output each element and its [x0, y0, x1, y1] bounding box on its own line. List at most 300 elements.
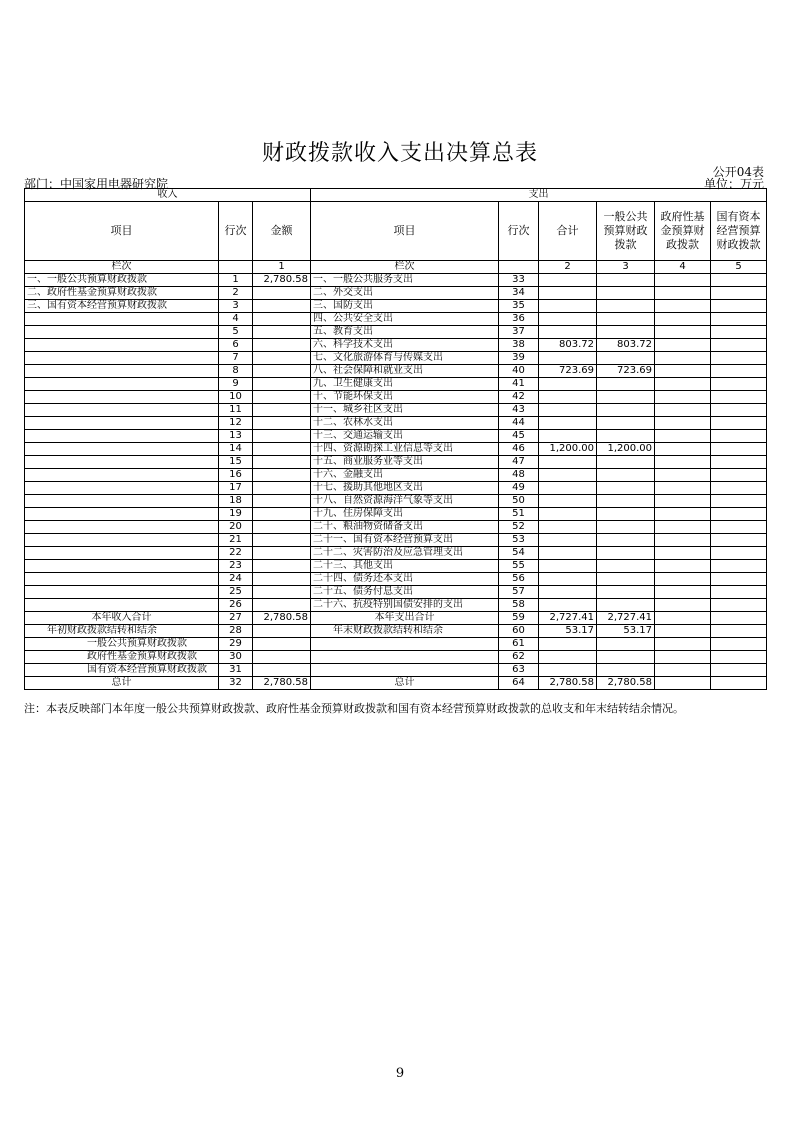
table-row	[25, 417, 767, 430]
total-amount	[539, 482, 597, 495]
income-amount	[253, 651, 311, 664]
table-row	[25, 547, 767, 560]
gov-fund-amount	[655, 625, 711, 638]
income-row-no: 12	[219, 417, 253, 430]
income-item	[25, 560, 219, 573]
expense-item: 十八、自然资源海洋气象等支出	[311, 495, 499, 508]
income-amount	[253, 391, 311, 404]
table-row	[25, 560, 767, 573]
gov-fund-amount	[655, 456, 711, 469]
form-number: 公开04表	[712, 165, 764, 179]
col-item: 项目	[25, 202, 219, 261]
general-budget-amount	[597, 586, 655, 599]
income-row-no: 4	[219, 313, 253, 326]
general-budget-amount: 803.72	[597, 339, 655, 352]
income-amount: 2,780.58	[253, 612, 311, 625]
income-amount	[253, 599, 311, 612]
state-capital-amount	[711, 456, 767, 469]
income-row-no: 10	[219, 391, 253, 404]
state-capital-amount	[711, 404, 767, 417]
total-amount	[539, 599, 597, 612]
gov-fund-amount	[655, 300, 711, 313]
expense-item: 二十一、国有资本经营预算支出	[311, 534, 499, 547]
total-amount	[539, 495, 597, 508]
income-item	[25, 456, 219, 469]
expense-item: 四、公共安全支出	[311, 313, 499, 326]
income-row-no: 8	[219, 365, 253, 378]
income-row-no: 9	[219, 378, 253, 391]
col-row-no: 行次	[219, 202, 253, 261]
income-amount	[253, 313, 311, 326]
income-amount	[253, 456, 311, 469]
total-amount	[539, 638, 597, 651]
income-item	[25, 508, 219, 521]
state-capital-amount	[711, 365, 767, 378]
table-row	[25, 378, 767, 391]
state-capital-amount	[711, 482, 767, 495]
summary-row	[25, 677, 767, 690]
income-amount	[253, 404, 311, 417]
income-amount	[253, 534, 311, 547]
gov-fund-amount	[655, 560, 711, 573]
gov-fund-amount	[655, 274, 711, 287]
column-index-label: 栏次	[25, 261, 219, 274]
total-amount	[539, 313, 597, 326]
expense-row-no: 60	[499, 625, 539, 638]
income-row-no: 22	[219, 547, 253, 560]
total-amount	[539, 586, 597, 599]
expense-item: 五、教育支出	[311, 326, 499, 339]
general-budget-amount	[597, 638, 655, 651]
expense-item: 二十五、债务付息支出	[311, 586, 499, 599]
income-item	[25, 430, 219, 443]
gov-fund-amount	[655, 417, 711, 430]
income-item	[25, 378, 219, 391]
income-row-no: 21	[219, 534, 253, 547]
expense-item: 二、外交支出	[311, 287, 499, 300]
expense-row-no: 50	[499, 495, 539, 508]
total-amount: 1,200.00	[539, 443, 597, 456]
expense-item: 十三、交通运输支出	[311, 430, 499, 443]
expense-row-no: 55	[499, 560, 539, 573]
department-label: 部门：中国家用电器研究院	[24, 177, 169, 191]
col-gov-fund: 政府性基金预算财政拨款	[655, 202, 711, 261]
total-amount	[539, 391, 597, 404]
summary-row	[25, 612, 767, 625]
income-item	[25, 443, 219, 456]
gov-fund-amount	[655, 534, 711, 547]
total-amount: 803.72	[539, 339, 597, 352]
income-item	[25, 352, 219, 365]
column-index-5: 5	[711, 261, 767, 274]
income-item: 本年收入合计	[25, 612, 219, 625]
expense-row-no: 59	[499, 612, 539, 625]
income-row-no: 7	[219, 352, 253, 365]
income-item	[25, 482, 219, 495]
table-row	[25, 443, 767, 456]
gov-fund-amount	[655, 599, 711, 612]
gov-fund-amount	[655, 365, 711, 378]
expense-row-no: 53	[499, 534, 539, 547]
income-row-no: 19	[219, 508, 253, 521]
expense-item: 八、社会保障和就业支出	[311, 365, 499, 378]
expense-row-no: 35	[499, 300, 539, 313]
general-budget-amount	[597, 352, 655, 365]
gov-fund-amount	[655, 430, 711, 443]
expense-row-no: 51	[499, 508, 539, 521]
table-row	[25, 300, 767, 313]
total-amount	[539, 560, 597, 573]
income-amount	[253, 300, 311, 313]
gov-fund-amount	[655, 482, 711, 495]
state-capital-amount	[711, 495, 767, 508]
income-amount	[253, 547, 311, 560]
income-row-no: 23	[219, 560, 253, 573]
expense-row-no: 41	[499, 378, 539, 391]
income-row-no: 16	[219, 469, 253, 482]
col-state-capital: 国有资本经营预算财政拨款	[711, 202, 767, 261]
gov-fund-amount	[655, 573, 711, 586]
state-capital-amount	[711, 560, 767, 573]
income-row-no: 18	[219, 495, 253, 508]
expense-row-no: 39	[499, 352, 539, 365]
gov-fund-amount	[655, 391, 711, 404]
expense-item: 本年支出合计	[311, 612, 499, 625]
gov-fund-amount	[655, 521, 711, 534]
general-budget-amount	[597, 404, 655, 417]
state-capital-amount	[711, 651, 767, 664]
income-item	[25, 313, 219, 326]
total-amount	[539, 469, 597, 482]
expense-item: 十五、商业服务业等支出	[311, 456, 499, 469]
total-amount	[539, 326, 597, 339]
income-amount	[253, 664, 311, 677]
total-amount	[539, 274, 597, 287]
income-amount	[253, 469, 311, 482]
total-amount	[539, 378, 597, 391]
income-row-no: 32	[219, 677, 253, 690]
general-budget-amount	[597, 599, 655, 612]
state-capital-amount	[711, 586, 767, 599]
table-row	[25, 495, 767, 508]
state-capital-amount	[711, 274, 767, 287]
state-capital-amount	[711, 534, 767, 547]
income-amount	[253, 326, 311, 339]
income-item: 政府性基金预算财政拨款	[25, 651, 219, 664]
general-budget-amount	[597, 391, 655, 404]
column-index-4: 4	[655, 261, 711, 274]
total-amount	[539, 352, 597, 365]
general-budget-amount	[597, 482, 655, 495]
income-amount	[253, 521, 311, 534]
col-amount: 金额	[253, 202, 311, 261]
state-capital-amount	[711, 508, 767, 521]
gov-fund-amount	[655, 378, 711, 391]
expense-item	[311, 651, 499, 664]
total-amount	[539, 573, 597, 586]
expense-row-no: 46	[499, 443, 539, 456]
expense-item: 二十四、债务还本支出	[311, 573, 499, 586]
income-item	[25, 326, 219, 339]
table-row	[25, 339, 767, 352]
income-amount	[253, 482, 311, 495]
general-budget-amount: 2,727.41	[597, 612, 655, 625]
expense-item	[311, 664, 499, 677]
expense-item: 十二、农林水支出	[311, 417, 499, 430]
expense-header: 支出	[311, 189, 767, 202]
general-budget-amount: 2,780.58	[597, 677, 655, 690]
expense-row-no: 52	[499, 521, 539, 534]
table-row	[25, 469, 767, 482]
income-row-no: 6	[219, 339, 253, 352]
total-amount	[539, 404, 597, 417]
total-amount	[539, 300, 597, 313]
expense-row-no: 63	[499, 664, 539, 677]
state-capital-amount	[711, 612, 767, 625]
expense-row-no: 57	[499, 586, 539, 599]
income-item: 国有资本经营预算财政拨款	[25, 664, 219, 677]
column-index-label-right: 栏次	[311, 261, 499, 274]
gov-fund-amount	[655, 547, 711, 560]
summary-row	[25, 638, 767, 651]
total-amount	[539, 417, 597, 430]
total-amount: 723.69	[539, 365, 597, 378]
page-number: 9	[395, 1066, 405, 1081]
gov-fund-amount	[655, 677, 711, 690]
expense-row-no: 64	[499, 677, 539, 690]
state-capital-amount	[711, 326, 767, 339]
state-capital-amount	[711, 378, 767, 391]
general-budget-amount: 53.17	[597, 625, 655, 638]
expense-item: 二十六、抗疫特别国债安排的支出	[311, 599, 499, 612]
expense-row-no: 40	[499, 365, 539, 378]
income-item	[25, 404, 219, 417]
state-capital-amount	[711, 417, 767, 430]
state-capital-amount	[711, 547, 767, 560]
gov-fund-amount	[655, 443, 711, 456]
expense-row-no: 42	[499, 391, 539, 404]
income-row-no: 29	[219, 638, 253, 651]
general-budget-amount	[597, 313, 655, 326]
column-index-3: 3	[597, 261, 655, 274]
state-capital-amount	[711, 287, 767, 300]
table-row	[25, 287, 767, 300]
gov-fund-amount	[655, 404, 711, 417]
income-row-no: 24	[219, 573, 253, 586]
income-row-no: 17	[219, 482, 253, 495]
income-amount	[253, 586, 311, 599]
income-amount	[253, 287, 311, 300]
income-item	[25, 495, 219, 508]
income-row-no: 31	[219, 664, 253, 677]
table-row	[25, 573, 767, 586]
expense-row-no: 48	[499, 469, 539, 482]
general-budget-amount	[597, 508, 655, 521]
income-row-no: 5	[219, 326, 253, 339]
state-capital-amount	[711, 391, 767, 404]
income-item	[25, 417, 219, 430]
income-item: 一、一般公共预算财政拨款	[25, 274, 219, 287]
income-amount	[253, 560, 311, 573]
total-amount	[539, 430, 597, 443]
table-row	[25, 586, 767, 599]
col-row-no-expense: 行次	[499, 202, 539, 261]
state-capital-amount	[711, 352, 767, 365]
income-row-no: 30	[219, 651, 253, 664]
general-budget-amount	[597, 417, 655, 430]
income-item	[25, 534, 219, 547]
income-row-no: 25	[219, 586, 253, 599]
general-budget-amount	[597, 521, 655, 534]
general-budget-amount	[597, 664, 655, 677]
income-item	[25, 365, 219, 378]
expense-item: 九、卫生健康支出	[311, 378, 499, 391]
expense-item: 二十三、其他支出	[311, 560, 499, 573]
income-amount	[253, 625, 311, 638]
general-budget-amount	[597, 573, 655, 586]
summary-row	[25, 664, 767, 677]
expense-row-no: 44	[499, 417, 539, 430]
expense-item: 二十二、灾害防治及应急管理支出	[311, 547, 499, 560]
income-amount	[253, 417, 311, 430]
general-budget-amount	[597, 430, 655, 443]
general-budget-amount	[597, 547, 655, 560]
general-budget-amount	[597, 326, 655, 339]
gov-fund-amount	[655, 508, 711, 521]
table-row	[25, 274, 767, 287]
gov-fund-amount	[655, 287, 711, 300]
income-header: 收入	[25, 189, 311, 202]
general-budget-amount	[597, 378, 655, 391]
footnote: 注：本表反映部门本年度一般公共预算财政拨款、政府性基金预算财政拨款和国有资本经营预算财政拨款的总收支和年末结转结余情况。	[24, 702, 684, 715]
income-amount	[253, 495, 311, 508]
expense-row-no: 45	[499, 430, 539, 443]
expense-item	[311, 638, 499, 651]
income-amount	[253, 365, 311, 378]
expense-item: 年末财政拨款结转和结余	[311, 625, 499, 638]
total-amount: 2,780.58	[539, 677, 597, 690]
total-amount	[539, 521, 597, 534]
expense-item: 十、节能环保支出	[311, 391, 499, 404]
table-row	[25, 508, 767, 521]
income-item	[25, 586, 219, 599]
general-budget-amount	[597, 560, 655, 573]
income-row-no: 28	[219, 625, 253, 638]
expense-item: 十九、住房保障支出	[311, 508, 499, 521]
page-title: 财政拨款收入支出决算总表	[261, 141, 538, 166]
state-capital-amount	[711, 339, 767, 352]
general-budget-amount	[597, 287, 655, 300]
table-row	[25, 599, 767, 612]
summary-row	[25, 625, 767, 638]
expense-item: 十七、援助其他地区支出	[311, 482, 499, 495]
state-capital-amount	[711, 664, 767, 677]
state-capital-amount	[711, 638, 767, 651]
fiscal-appropriation-table	[24, 188, 767, 690]
total-amount	[539, 547, 597, 560]
unit-label: 单位：万元	[703, 177, 764, 191]
income-item: 总计	[25, 677, 219, 690]
income-row-no: 3	[219, 300, 253, 313]
total-amount	[539, 651, 597, 664]
general-budget-amount	[597, 469, 655, 482]
income-amount	[253, 508, 311, 521]
income-row-no: 1	[219, 274, 253, 287]
income-amount	[253, 638, 311, 651]
total-amount	[539, 508, 597, 521]
income-item: 一般公共预算财政拨款	[25, 638, 219, 651]
state-capital-amount	[711, 443, 767, 456]
income-amount	[253, 339, 311, 352]
state-capital-amount	[711, 677, 767, 690]
expense-item: 十四、资源勘探工业信息等支出	[311, 443, 499, 456]
gov-fund-amount	[655, 664, 711, 677]
general-budget-amount: 1,200.00	[597, 443, 655, 456]
income-item: 三、国有资本经营预算财政拨款	[25, 300, 219, 313]
summary-row	[25, 651, 767, 664]
expense-row-no: 43	[499, 404, 539, 417]
table-row	[25, 482, 767, 495]
income-row-no: 2	[219, 287, 253, 300]
total-amount	[539, 287, 597, 300]
income-item	[25, 521, 219, 534]
gov-fund-amount	[655, 651, 711, 664]
income-amount	[253, 573, 311, 586]
expense-row-no: 38	[499, 339, 539, 352]
income-amount	[253, 352, 311, 365]
expense-item: 三、国防支出	[311, 300, 499, 313]
income-item	[25, 391, 219, 404]
income-row-no: 26	[219, 599, 253, 612]
gov-fund-amount	[655, 586, 711, 599]
gov-fund-amount	[655, 339, 711, 352]
col-item-expense: 项目	[311, 202, 499, 261]
income-row-no: 15	[219, 456, 253, 469]
expense-row-no: 56	[499, 573, 539, 586]
state-capital-amount	[711, 313, 767, 326]
income-item	[25, 547, 219, 560]
state-capital-amount	[711, 469, 767, 482]
gov-fund-amount	[655, 352, 711, 365]
gov-fund-amount	[655, 495, 711, 508]
column-index-1: 1	[253, 261, 311, 274]
expense-item: 十一、城乡社区支出	[311, 404, 499, 417]
income-amount	[253, 378, 311, 391]
state-capital-amount	[711, 521, 767, 534]
expense-row-no: 61	[499, 638, 539, 651]
gov-fund-amount	[655, 326, 711, 339]
state-capital-amount	[711, 300, 767, 313]
expense-row-no: 62	[499, 651, 539, 664]
gov-fund-amount	[655, 638, 711, 651]
income-item: 年初财政拨款结转和结余	[25, 625, 219, 638]
table-row	[25, 430, 767, 443]
col-total: 合计	[539, 202, 597, 261]
gov-fund-amount	[655, 612, 711, 625]
expense-item: 七、文化旅游体育与传媒支出	[311, 352, 499, 365]
income-item	[25, 469, 219, 482]
general-budget-amount	[597, 300, 655, 313]
expense-row-no: 49	[499, 482, 539, 495]
expense-item: 总计	[311, 677, 499, 690]
expense-row-no: 37	[499, 326, 539, 339]
income-item	[25, 573, 219, 586]
state-capital-amount	[711, 573, 767, 586]
income-row-no: 20	[219, 521, 253, 534]
income-item	[25, 339, 219, 352]
expense-row-no: 47	[499, 456, 539, 469]
expense-item: 十六、金融支出	[311, 469, 499, 482]
